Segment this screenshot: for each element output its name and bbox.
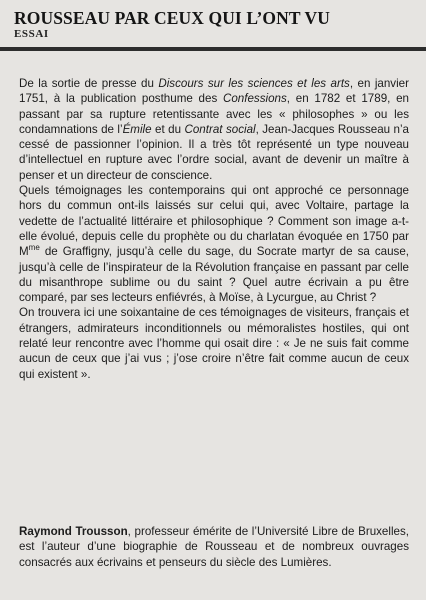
blurb-text: et du [151,122,185,136]
work-title: Confessions [222,92,287,106]
superscript: me [28,243,40,253]
blurb [19,76,409,382]
blurb-text: de Graffigny, jusqu’à celle du sage, du Socrate martyr de sa cause, jusqu’à celle de l’inspirateur de la Révolution française en passant par celle du misanthrope sublime ou du saint ? Quel autre écrivain a pu être comparé, par ses lecteurs enfiévrés, à Moïse, à Lycurgue, au Christ ? [19,245,409,305]
work-title: Émile [122,122,152,136]
work-title: Discours sur les sciences et les arts [158,77,350,90]
blurb-paragraph-2 [19,183,409,305]
work-title: Contrat social [184,122,256,136]
author-note [19,524,409,570]
blurb-text: , Jean-Jacques Rousseau n’a cessé de passionner l’opinion. Il a très tôt représenté un type nouveau d’intellectuel en rupture avec l’ordre social, avant de devenir un maître à penser et un directeur de conscience. [19,122,410,182]
blurb-text: Quels témoignages les contemporains qui ont approché ce personnage hors du commun ont-ils laissés sur celui qui, avec Voltaire, partage la vedette de l’actualité littéraire et philosophique ? Comment son image a-t-elle évolué, depuis celle du prophète ou du charlatan évoquée en 1750 par M [19,184,409,259]
book-genre-label: ESSAI [14,28,49,40]
author-name: Raymond Trousson [19,525,128,538]
blurb-text: De la sortie de presse du [19,77,159,90]
blurb-text: , en janvier 1751, à la publication posthume des [19,77,409,106]
blurb-text: , en 1782 et 1789, en passant par sa rupture retentissante avec les « philosophes » ou les condamnations de l’ [19,92,409,136]
book-title: ROUSSEAU PAR CEUX QUI L’ONT VU [14,8,330,28]
blurb-paragraph-1 [19,76,409,183]
blurb-paragraph-3: On trouvera ici une soixantaine de ces témoignages de visiteurs, français et étrangers, admirateurs inconditionnels ou mémoralistes hostiles, qui ont relaté leur rencontre avec l’homme qui osait dire : « Je ne suis fait comme aucun de ceux que j’ai vus ; j’ose croire n’être fait comme aucun de ceux qui existent ». [19,306,409,381]
header-divider [0,47,426,51]
author-bio: , professeur émérite de l’Université Libre de Bruxelles, est l’auteur d’une biographie de Rousseau et de nombreux ouvrages consacrés aux écrivains et penseurs du siècle des Lumières. [19,525,409,569]
